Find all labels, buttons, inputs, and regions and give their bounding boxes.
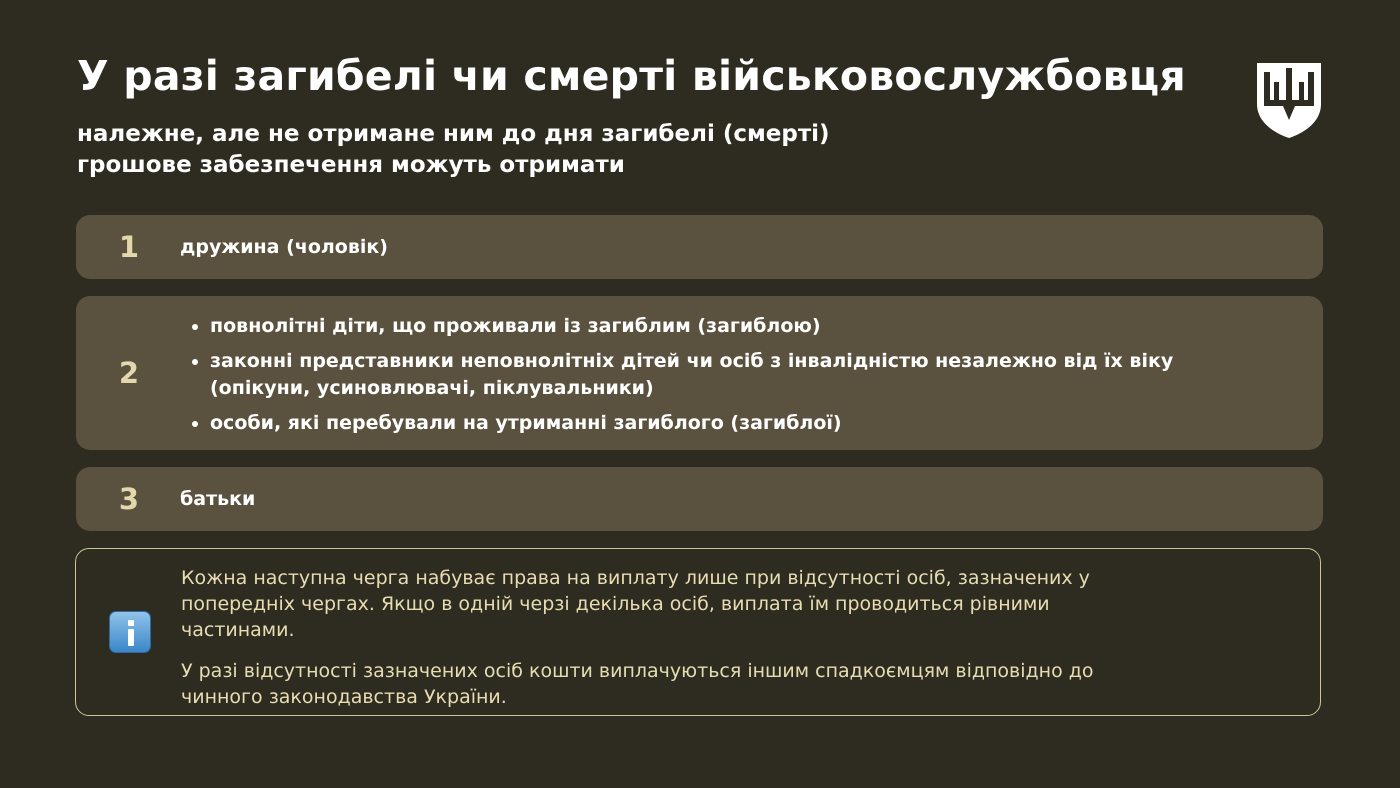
queue-text: батьки [180, 488, 256, 510]
trident-shield-icon [1254, 60, 1324, 140]
queue-3-card [76, 467, 1323, 531]
queue-text: дружина (чоловік) [180, 236, 388, 258]
list-item [188, 348, 1173, 402]
queue-bullet-list [188, 313, 1173, 445]
list-item-text: законні представники неповнолітніх дітей чи осіб з інвалідністю незалежно від їх віку [210, 350, 1174, 372]
list-item [188, 410, 1173, 437]
info-line: частинами. [181, 619, 295, 641]
subtitle-line: грошове забезпечення можуть отримати [77, 152, 625, 178]
info-box [75, 548, 1321, 716]
page-title: У разі загибелі чи смерті військовослужбовця [77, 52, 1186, 100]
list-item-text: (опікуни, усиновлювачі, піклувальники) [210, 377, 654, 399]
info-paragraph [181, 658, 1291, 710]
info-line: Кожна наступна черга набуває права на виплату лише при відсутності осіб, зазначених у [181, 567, 1090, 589]
page-subtitle [77, 119, 830, 181]
subtitle-line: належне, але не отримане ним до дня загибелі (смерті) [77, 121, 830, 147]
list-item [188, 313, 1173, 340]
queue-number: 2 [118, 356, 140, 390]
info-line: У разі відсутності зазначених осіб кошти виплачуються іншим спадкоємцям відповідно до [181, 660, 1094, 682]
info-text [181, 565, 1291, 710]
queue-1-card [76, 215, 1323, 279]
queue-number: 1 [118, 230, 140, 264]
info-paragraph [181, 565, 1291, 643]
list-item-text: повнолітні діти, що проживали із загиблим (загиблою) [210, 315, 821, 337]
queue-number: 3 [118, 482, 140, 516]
info-line: чинного законодавства України. [181, 686, 507, 708]
queue-2-card [76, 296, 1323, 450]
info-icon [109, 611, 151, 653]
list-item-text: особи, які перебували на утриманні загиблого (загиблої) [210, 412, 842, 434]
info-line: попередніх чергах. Якщо в одній черзі декілька осіб, виплата їм проводиться рівними [181, 593, 1050, 615]
